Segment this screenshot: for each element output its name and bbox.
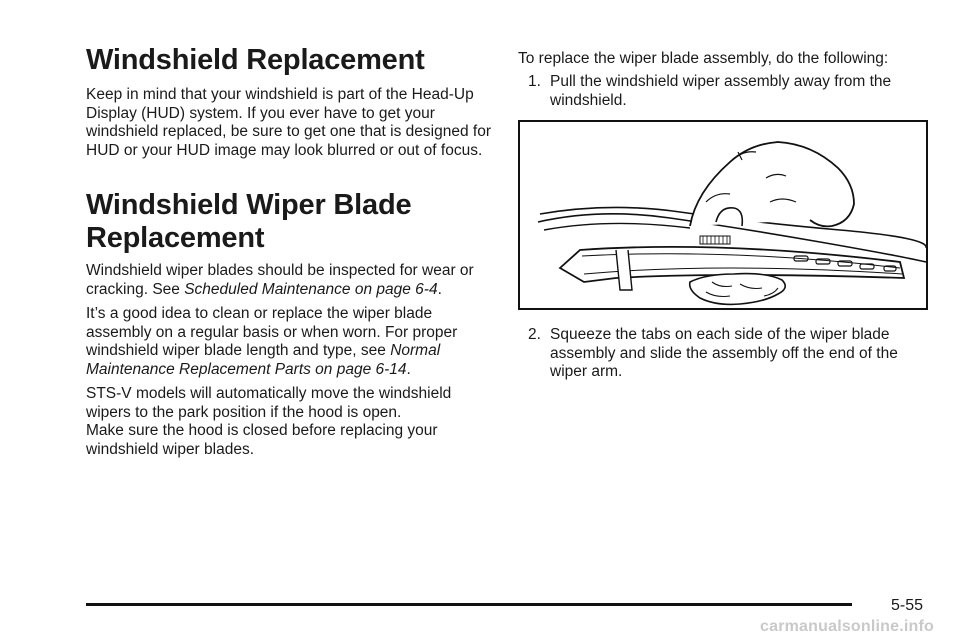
paragraph-clean-replace bbox=[86, 305, 496, 379]
watermark: carmanualsonline.info bbox=[760, 618, 935, 635]
paragraph-inspect-blades bbox=[86, 262, 496, 299]
step-text: Pull the windshield wiper assembly away from the windshield. bbox=[550, 73, 892, 109]
cross-reference-link[interactable]: Scheduled Maintenance on page 6-4 bbox=[184, 280, 438, 298]
heading-line-1: Windshield Wiper Blade bbox=[86, 189, 412, 221]
step-number: 2. bbox=[528, 326, 541, 343]
page-number: 5-55 bbox=[891, 597, 924, 614]
step-2 bbox=[528, 326, 932, 382]
step-text: Squeeze the tabs on each side of the wiper blade assembly and slide the assembly off the end of the wiper arm. bbox=[550, 326, 898, 380]
heading-windshield-replacement: Windshield Replacement bbox=[86, 44, 425, 76]
footer-rule bbox=[86, 603, 852, 606]
cross-reference-link[interactable]: Normal Maintenance Replacement Parts on page 6-14 bbox=[86, 342, 441, 378]
step-number: 1. bbox=[528, 73, 541, 90]
heading-wiper-blade-replacement bbox=[86, 189, 506, 255]
paragraph-hud-windshield: Keep in mind that your windshield is part of the Head-Up Display (HUD) system. If you ever have to get your windshield replaced, be sure to get one that is designed for HUD or your HUD image may look blurred or out of focus. bbox=[86, 86, 491, 159]
text-end: . bbox=[406, 360, 411, 378]
wiper-illustration-drawing bbox=[520, 122, 926, 308]
paragraph-sts-v bbox=[86, 385, 496, 459]
text: It’s a good idea to clean or replace the wiper blade assembly on a regular basis or when worn. For proper windshield wiper blade length and type, see bbox=[86, 305, 458, 359]
heading-line-2: Replacement bbox=[86, 222, 265, 254]
sts-v-line: STS-V models will automatically move the windshield wipers to the park position if the hood is open. bbox=[86, 385, 452, 421]
text-end: . bbox=[437, 280, 442, 298]
hood-closed-line: Make sure the hood is closed before replacing your windshield wiper blades. bbox=[86, 422, 438, 458]
step-1 bbox=[528, 73, 932, 110]
text: Windshield wiper blades should be inspected for wear or cracking. See bbox=[86, 262, 474, 298]
paragraph-intro: To replace the wiper blade assembly, do the following: bbox=[518, 50, 889, 67]
wiper-illustration bbox=[518, 120, 928, 310]
